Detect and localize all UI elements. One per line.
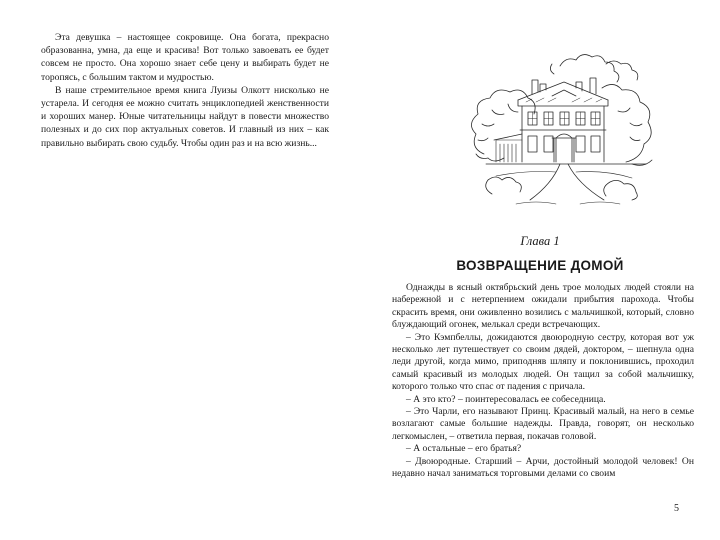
paragraph: – А это кто? – поинтересовалась ее собеседница.	[406, 393, 606, 405]
paragraph: – А остальные – его братья?	[406, 443, 522, 455]
paragraph: – Двоюродные. Старший – Арчи, достойный молодой человек! Он недавно начал заниматься торговыми делами со своим	[392, 455, 694, 480]
page-number: 5	[674, 503, 679, 514]
paragraph: В наше стремительное время книга Луизы Олкотт нисколько не устарела. И сегодня ее можно считать энциклопедией женственности и хороших манер. Юные читательницы найдут в повести множество полезных и до сих пор актуальных советов. И главный из них – как правильно выбирать свою судьбу. Чтобы один раз и на всю жизнь...	[41, 84, 329, 149]
chapter-number: Глава 1	[520, 234, 560, 248]
paragraph: Однажды в ясный октябрьский день трое молодых людей стояли на набережной и с нетерпением ожидали прибытия парохода. Чтобы скрасить время, они оживленно возились с мальчишкой, который, словно блуждающий огонек, мелькал среди встречающих.	[392, 282, 694, 331]
right-page	[360, 0, 720, 540]
right-page-text	[392, 282, 694, 481]
paragraph: – Это Кэмпбеллы, дожидаются двоюродную сестру, которая вот уж несколько лет путешествует со своим дядей, доктором, – шепнула одна леди другой, когда мимо, приподняв шляпу и поклонившись, проходил самый красивый из молодых людей. Он тащил за собой мальчишку, которого только что спас от падения с причала.	[392, 331, 694, 393]
left-page-text	[41, 31, 329, 150]
mansion-illustration	[456, 44, 672, 214]
paragraph: – Это Чарли, его называют Принц. Красивый малый, на него в семье возлагают самые большие надежды. Правда, говорят, он несколько легкомыслен, – ответила первая, покачав головой.	[392, 406, 694, 442]
paragraph: Эта девушка – настоящее сокровище. Она богата, прекрасно образованна, умна, да еще и красива! Вот только завоевать ее будет совсем не просто. Она хорошо знает себе цену и выбирать будет не торопясь, с большим тактом и мудростью.	[41, 32, 329, 83]
chapter-title: ВОЗВРАЩЕНИЕ ДОМОЙ	[456, 258, 624, 273]
